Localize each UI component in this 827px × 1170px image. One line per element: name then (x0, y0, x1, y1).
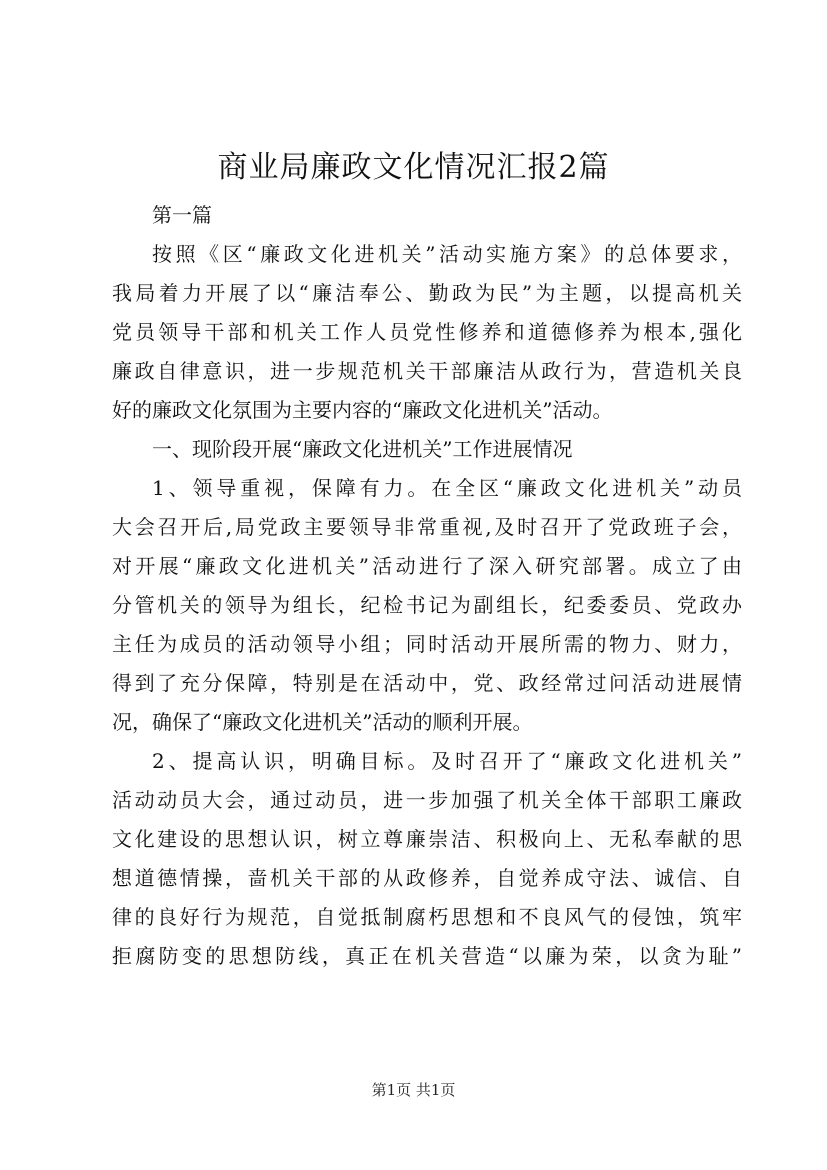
paragraph-line: 大会召开后,局党政主要领导非常重视,及时召开了党政班子会， (112, 515, 742, 539)
paragraph-line: 2、提高认识，明确目标。及时召开了“廉政文化进机关” (152, 749, 742, 773)
paragraph-line: 按照《区“廉政文化进机关”活动实施方案》的总体要求， (152, 242, 742, 266)
document-body (112, 196, 742, 976)
subsection-heading: 一、现阶段开展“廉政文化进机关”工作进展情况 (152, 437, 573, 461)
paragraph-line: 我局着力开展了以“廉洁奉公、勤政为民”为主题，以提高机关 (112, 281, 742, 305)
paragraph-line: 活动动员大会，通过动员，进一步加强了机关全体干部职工廉政 (112, 788, 742, 812)
paragraph-line: 分管机关的领导为组长，纪检书记为副组长，纪委委员、党政办 (112, 593, 742, 617)
page-footer: 第1页 共1页 (371, 1081, 456, 1099)
paragraph-line: 得到了充分保障，特别是在活动中，党、政经常过问活动进展情 (112, 671, 742, 695)
paragraph-line: 好的廉政文化氛围为主要内容的“廉政文化进机关”活动。 (112, 398, 613, 422)
paragraph-line: 想道德情操，啬机关干部的从政修养，自觉养成守法、诚信、自 (112, 866, 742, 890)
paragraph-line: 况，确保了“廉政文化进机关”活动的顺利开展。 (112, 710, 533, 734)
paragraph-line: 廉政自律意识，进一步规范机关干部廉洁从政行为，营造机关良 (112, 359, 742, 383)
section-heading: 第一篇 (152, 203, 212, 227)
paragraph-line: 拒腐防变的思想防线，真正在机关营造“以廉为荣，以贪为耻” (112, 944, 742, 968)
paragraph-line: 党员领导干部和机关工作人员党性修养和道德修养为根本,强化 (112, 320, 742, 344)
paragraph-line: 主任为成员的活动领导小组；同时活动开展所需的物力、财力， (112, 632, 742, 656)
document-title: 商业局廉政文化情况汇报2篇 (217, 150, 610, 185)
paragraph-line: 文化建设的思想认识，树立尊廉崇洁、积极向上、无私奉献的思 (112, 827, 742, 851)
paragraph-line: 1、领导重视，保障有力。在全区“廉政文化进机关”动员 (152, 476, 742, 500)
paragraph-line: 律的良好行为规范，自觉抵制腐朽思想和不良风气的侵蚀，筑牢 (112, 905, 742, 929)
paragraph-line: 对开展“廉政文化进机关”活动进行了深入研究部署。成立了由 (112, 554, 742, 578)
